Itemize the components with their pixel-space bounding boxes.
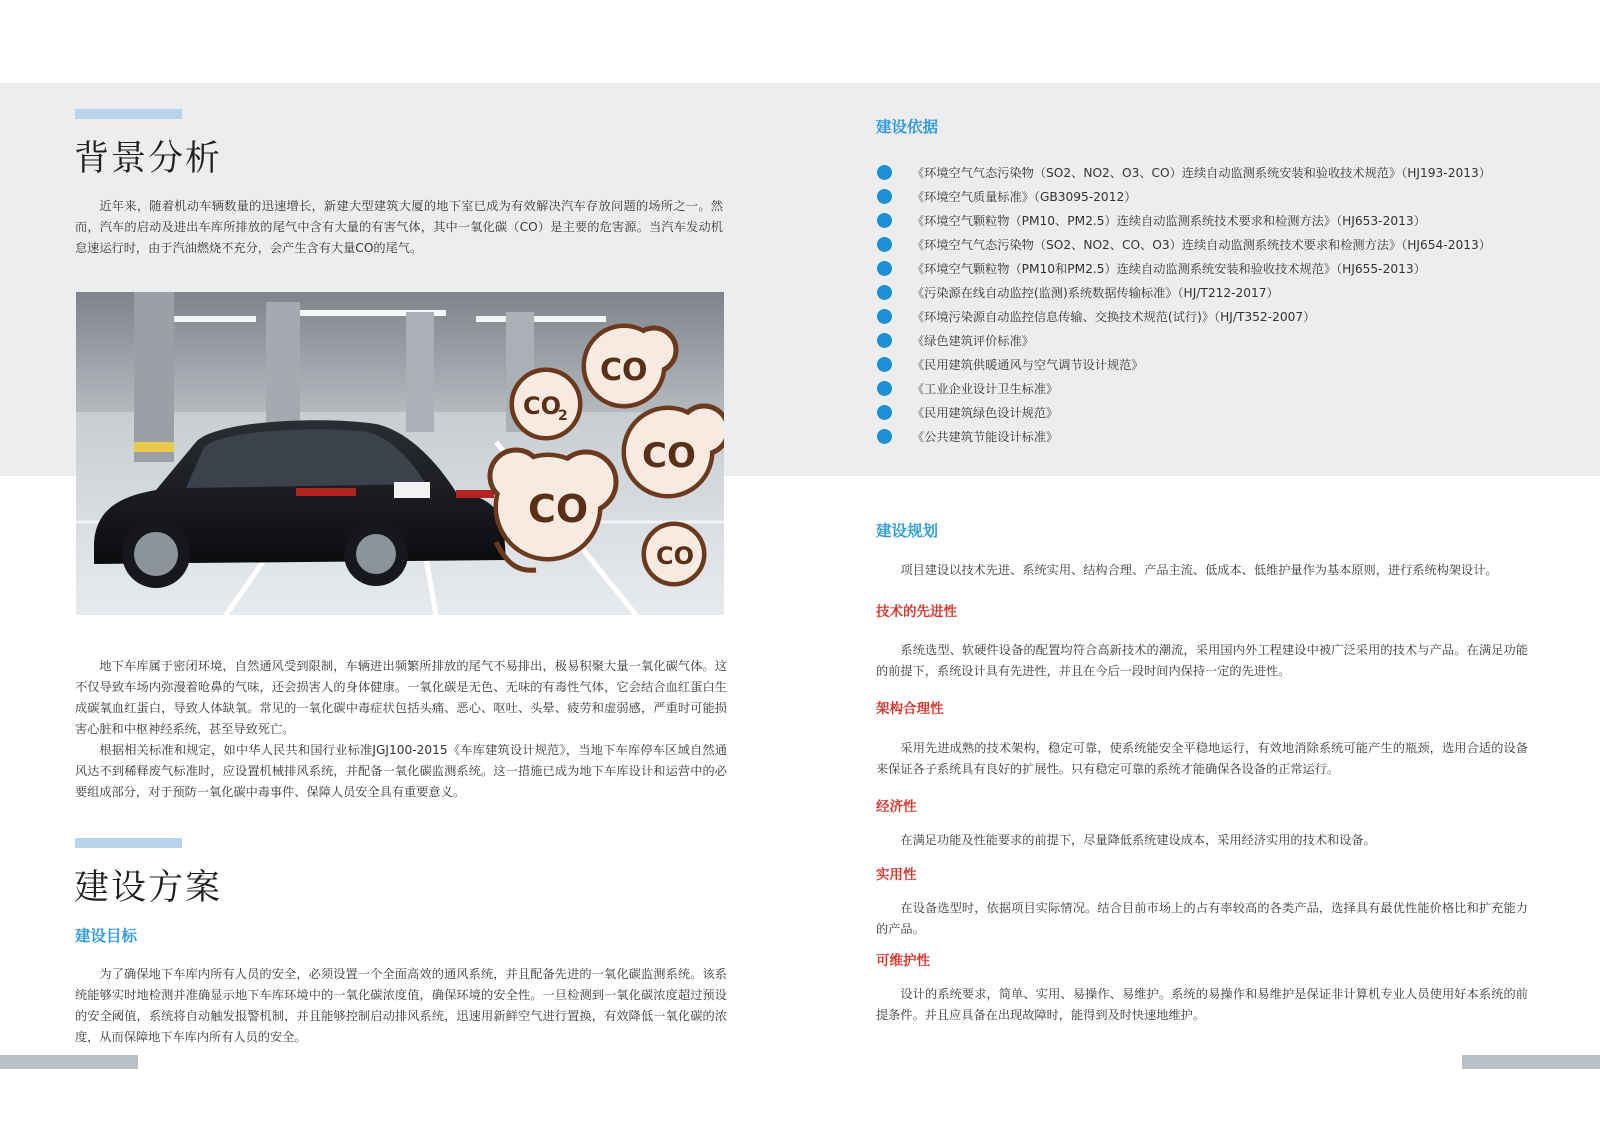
bullet-icon bbox=[877, 165, 892, 180]
bullet-icon bbox=[877, 381, 892, 396]
list-item: 《环境空气颗粒物（PM10、PM2.5）连续自动监测系统技术要求和检测方法》（HJ653-2013） bbox=[877, 208, 1557, 232]
pillar bbox=[134, 292, 174, 462]
section-accent-bar bbox=[75, 838, 182, 848]
list-item: 《环境空气气态污染物（SO2、NO2、CO、O3）连续自动监测系统技术要求和检测方法》（HJ654-2013） bbox=[877, 232, 1557, 256]
principle-title-maintainability: 可维护性 bbox=[876, 953, 930, 969]
principle-text-maintainability: 设计的系统要求，简单、实用、易操作、易维护。系统的易操作和易维护是保证非计算机专业人员使用好本系统的前提条件。并且应具备在出现故障时，能得到及时快速地维护。 bbox=[876, 987, 1528, 1022]
list-item: 《环境空气气态污染物（SO2、NO2、O3、CO）连续自动监测系统安装和验收技术规范》（HJ193-2013） bbox=[877, 160, 1557, 184]
svg-text:CO: CO bbox=[528, 487, 589, 531]
list-item: 《公共建筑节能设计标准》 bbox=[877, 424, 1557, 448]
svg-text:CO: CO bbox=[656, 542, 695, 570]
co2-cloud bbox=[512, 370, 580, 438]
principle-text-economy: 在满足功能及性能要求的前提下，尽量降低系统建设成本，采用经济实用的技术和设备。 bbox=[900, 833, 1376, 847]
svg-text:2: 2 bbox=[558, 408, 568, 424]
list-item: 《绿色建筑评价标准》 bbox=[877, 328, 1557, 352]
ceiling-light bbox=[476, 316, 606, 322]
car-license-plate bbox=[394, 482, 430, 498]
basis-title: 建设依据 bbox=[876, 118, 939, 136]
car-taillight bbox=[296, 488, 356, 496]
principle-text-architecture: 采用先进成熟的技术架构，稳定可靠，使系统能安全平稳地运行，有效地消除系统可能产生的瓶颈，选用合适的设备来保证各子系统具有良好的扩展性。只有稳定可靠的系统才能确保各设备的正常运行。 bbox=[876, 741, 1528, 776]
bullet-icon bbox=[877, 237, 892, 252]
plan-title: 建设方案 bbox=[74, 868, 223, 908]
bullet-icon bbox=[877, 357, 892, 372]
bullet-icon bbox=[877, 309, 892, 324]
list-item: 《民用建筑供暖通风与空气调节设计规范》 bbox=[877, 352, 1557, 376]
bullet-icon bbox=[877, 213, 892, 228]
principle-text-practicality: 在设备选型时，依据项目实际情况。结合目前市场上的占有率较高的各类产品，选择具有最优性能价格比和扩充能力的产品。 bbox=[876, 901, 1528, 936]
goal-title: 建设目标 bbox=[75, 927, 138, 945]
background-paragraph-1: 近年来，随着机动车辆数量的迅速增长，新建大型建筑大厦的地下室已成为有效解决汽车存放问题的场所之一。然而，汽车的启动及进出车库所排放的尾气中含有大量的有害气体，其中一氧化碳（CO）是主要的危害源。当汽车发动机怠速运行时，由于汽油燃烧不充分，会产生含有大量CO的尾气。 bbox=[75, 199, 723, 255]
principle-title-economy: 经济性 bbox=[876, 799, 917, 815]
planning-title: 建设规划 bbox=[876, 522, 939, 540]
car-wheel-rim bbox=[356, 534, 396, 574]
basis-list bbox=[877, 160, 1557, 448]
bottom-right-bar bbox=[1462, 1055, 1600, 1069]
background-paragraph-3: 根据相关标准和规定，如中华人民共和国行业标准JGJ100-2015《车库建筑设计规范》，当地下车库停车区域自然通风达不到稀释废气标准时，应设置机械排风系统，并配备一氧化碳监测系统。这一措施已成为地下车库设计和运营中的必要组成部分，对于预防一氧化碳中毒事件、保障人员安全具有重要意义。 bbox=[75, 743, 727, 799]
list-item: 《污染源在线自动监控(监测)系统数据传输标准》（HJ/T212-2017） bbox=[877, 280, 1557, 304]
principle-title-architecture: 架构合理性 bbox=[876, 701, 944, 717]
principle-text-advanced: 系统选型、软硬件设备的配置均符合高新技术的潮流，采用国内外工程建设中被广泛采用的技术与产品。在满足功能的前提下，系统设计具有先进性，并且在今后一段时间内保持一定的先进性。 bbox=[876, 643, 1528, 678]
section-accent-bar bbox=[75, 109, 182, 119]
svg-text:CO: CO bbox=[642, 436, 696, 476]
bottom-left-bar bbox=[0, 1055, 138, 1069]
principle-title-advanced: 技术的先进性 bbox=[876, 604, 957, 620]
bullet-icon bbox=[877, 285, 892, 300]
list-item: 《环境污染源自动监控信息传输、交换技术规范(试行)》（HJ/T352-2007） bbox=[877, 304, 1557, 328]
parking-garage-illustration bbox=[76, 292, 724, 615]
svg-text:CO: CO bbox=[600, 353, 648, 388]
car-taillight bbox=[456, 490, 494, 498]
bullet-icon bbox=[877, 189, 892, 204]
list-item: 《环境空气质量标准》（GB3095-2012） bbox=[877, 184, 1557, 208]
pillar-stripe bbox=[134, 442, 174, 452]
svg-text:CO: CO bbox=[523, 392, 562, 420]
bullet-icon bbox=[877, 261, 892, 276]
planning-intro: 项目建设以技术先进、系统实用、结构合理、产品主流、低成本、低维护量作为基本原则，进行系统构架设计。 bbox=[900, 563, 1498, 577]
pillar bbox=[406, 312, 434, 432]
list-item: 《工业企业设计卫生标准》 bbox=[877, 376, 1557, 400]
bullet-icon bbox=[877, 429, 892, 444]
background-title: 背景分析 bbox=[74, 139, 223, 179]
bullet-icon bbox=[877, 333, 892, 348]
background-paragraph-2: 地下车库属于密闭环境，自然通风受到限制，车辆进出频繁所排放的尾气不易排出，极易积聚大量一氧化碳气体。这不仅导致车场内弥漫着呛鼻的气味，还会损害人的身体健康。一氧化碳是无色、无味的有毒性气体，它会结合血红蛋白生成碳氧血红蛋白，导致人体缺氧。常见的一氧化碳中毒症状包括头痛、恶心、呕吐、头晕、疲劳和虚弱感，严重时可能损害心脏和中枢神经系统，甚至导致死亡。 bbox=[75, 659, 727, 736]
goal-text: 为了确保地下车库内所有人员的安全，必须设置一个全面高效的通风系统，并且配备先进的一氧化碳监测系统。该系统能够实时地检测并准确显示地下车库环境中的一氧化碳浓度值，确保环境的安全性。一旦检测到一氧化碳浓度超过预设的安全阈值，系统将自动触发报警机制，并且能够控制启动排风系统，迅速用新鲜空气进行置换，有效降低一氧化碳的浓度，从而保障地下车库内所有人员的安全。 bbox=[75, 967, 727, 1044]
bullet-icon bbox=[877, 405, 892, 420]
list-item: 《环境空气颗粒物（PM10和PM2.5）连续自动监测系统安装和验收技术规范》（HJ655-2013） bbox=[877, 256, 1557, 280]
list-item: 《民用建筑绿色设计规范》 bbox=[877, 400, 1557, 424]
principle-title-practicality: 实用性 bbox=[876, 867, 917, 883]
co-cloud bbox=[644, 524, 704, 584]
car-wheel-rim bbox=[134, 532, 178, 576]
